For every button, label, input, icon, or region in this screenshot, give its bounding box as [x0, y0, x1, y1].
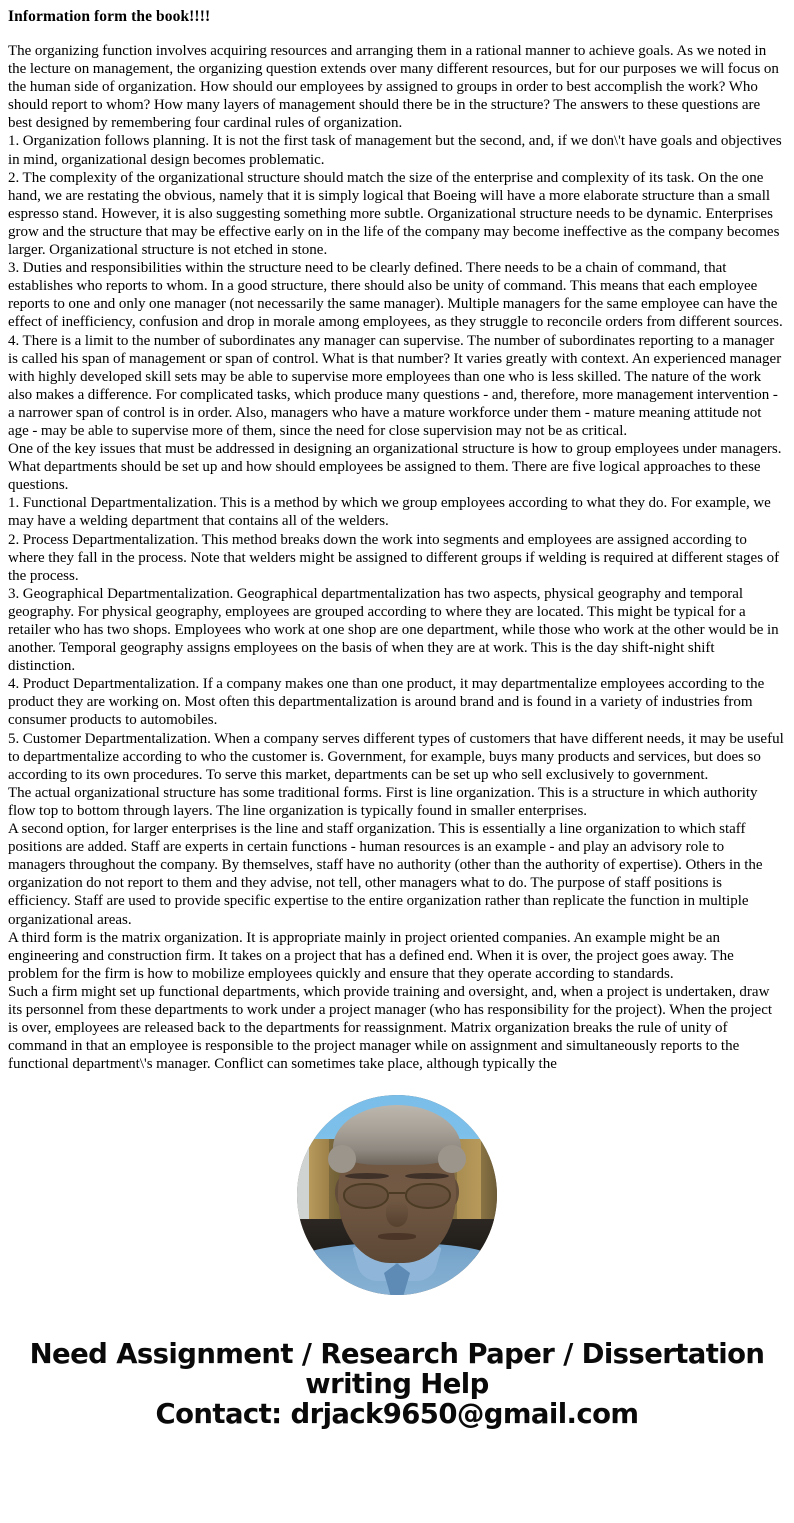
- avatar-container: [0, 1095, 794, 1295]
- paragraph: 1. Organization follows planning. It is not the first task of management but the second, and, if we don\'t have goals and objectives in mind, organizational design becomes problematic.: [8, 133, 782, 168]
- paragraph: 2. Process Departmentalization. This method breaks down the work into segments and employees are assigned according to where they fall in the process. Note that welders might be assigned to different groups if welding is required at different stages of the process.: [8, 531, 780, 584]
- page-title: Information form the book!!!!: [8, 8, 211, 25]
- paragraph: 3. Duties and responsibilities within the structure need to be clearly defined. There needs to be a chain of command, that establishes who reports to whom. In a good structure, there should also be unity of command. This means that each employee reports to one and only one manager (not necessarily the same manager). Multiple managers for the same employee can have the effect of inefficiency, confusion and drop in morale among employees, as they struggle to reconcile orders from different sources.: [8, 260, 783, 331]
- footer-contact: Contact: drjack9650@gmail.com: [155, 1398, 639, 1431]
- footer: [0, 1339, 794, 1429]
- photo-glasses-bridge: [389, 1192, 404, 1194]
- paragraph: 2. The complexity of the organizational structure should match the size of the enterprise and complexity of its task. On the one hand, we are restating the obvious, namely that it is simply logical that Boeing will have a more elaborate structure than a small espresso stand. However, it is also suggesting something more subtle. Organizational structure needs to be dynamic. Enterprises grow and the structure that may be effective early on in the life of the company may become ineffective as the company becomes larger. Organizational structure is not etched in stone.: [8, 169, 780, 259]
- photo-nose: [386, 1201, 408, 1227]
- footer-headline-second-line: writing Help: [305, 1368, 489, 1401]
- document-body: [0, 42, 794, 1073]
- paragraph: A third form is the matrix organization. It is appropriate mainly in project oriented companies. An example might be an engineering and construction firm. It takes on a project that has a defined end. When it is over, the project goes away. The problem for the firm is how to mobilize employees quickly and ensure that they operate according to standards.: [8, 929, 734, 982]
- paragraph: 1. Functional Departmentalization. This is a method by which we group employees according to what they do. For example, we may have a welding department that contains all of the welders.: [8, 495, 771, 530]
- paragraph: A second option, for larger enterprises is the line and staff organization. This is essentially a line organization to which staff positions are added. Staff are experts in certain functions - human resources is an example - and play an advisory role to managers throughout the company. By themselves, staff have no authority (other than the authority of expertise). Others in the organization do not report to them and they advise, not tell, other managers what to do. The purpose of staff positions is efficiency. Staff are used to provide specific expertise to the entire organization rather than replicate the function in multiple organizational areas.: [8, 821, 763, 928]
- paragraph: 4. Product Departmentalization. If a company makes one than one product, it may departmentalize employees according to the product they are working on. Most often this departmentalization is around brand and is found in a variety of industries from consumer products to automobiles.: [8, 676, 765, 729]
- photo-lens-left: [343, 1183, 389, 1209]
- paragraph: 5. Customer Departmentalization. When a company serves different types of customers that have different needs, it may be useful to departmentalize according to who the customer is. Government, for example, buys many products and services, but does so according to its own procedures. To serve this market, departments can be set up who sell exclusively to government.: [8, 730, 784, 783]
- paragraph: 3. Geographical Departmentalization. Geographical departmentalization has two aspects, physical geography and temporal geography. For physical geography, employees are grouped according to where they are located. This might be typical for a retailer who has two shops. Employees who work at one shop are one department, while those who work at the other would be in another. Temporal geography assigns employees on the basis of when they are at work. This is the day shift-night shift distinction.: [8, 585, 779, 675]
- paragraph: The organizing function involves acquiring resources and arranging them in a rational manner to achieve goals. As we noted in the lecture on management, the organizing question extends over many different resources, but for our purposes we will focus on the human side of organization. How should our employees by assigned to groups in order to best accomplish the work? Who should report to whom? How many layers of management should there be in the structure? The answers to these questions are best designed by remembering four cardinal rules of organization.: [8, 43, 779, 132]
- paragraph: Such a firm might set up functional departments, which provide training and oversight, and, when a project is undertaken, draw its personnel from these departments to work under a project manager (who has responsibility for the project). When the project is over, employees are released back to the departments for reassignment. Matrix organization breaks the rule of unity of command in that an employee is responsible to the project manager while on assignment and simultaneously reports to the functional department\'s manager. Conflict can sometimes take place, although typically the: [8, 983, 773, 1073]
- paragraph: The actual organizational structure has some traditional forms. First is line organization. This is a structure in which authority flow top to bottom through layers. The line organization is typically found in smaller enterprises.: [8, 784, 758, 819]
- avatar: [297, 1095, 497, 1295]
- paragraph: One of the key issues that must be addressed in designing an organizational structure is how to group employees under managers. What departments should be set up and how should employees be assigned to them. There are five logical approaches to these questions.: [8, 441, 782, 494]
- paragraph: 4. There is a limit to the number of subordinates any manager can supervise. The number of subordinates reporting to a manager is called his span of management or span of control. What is that number? It varies greatly with context. An experienced manager with highly developed skill sets may be able to supervise more employees than one who is less skilled. The nature of the work also makes a difference. For complicated tasks, which produce many questions - and, therefore, more management intervention - a narrower span of control is in order. Also, managers who have a mature workforce under them - mature meaning attitude not age - may be able to supervise more of them, since the need for close supervision may not be as critical.: [8, 332, 782, 439]
- footer-headline: Need Assignment / Research Paper / Dissertation: [29, 1338, 765, 1371]
- photo-lens-right: [405, 1183, 451, 1209]
